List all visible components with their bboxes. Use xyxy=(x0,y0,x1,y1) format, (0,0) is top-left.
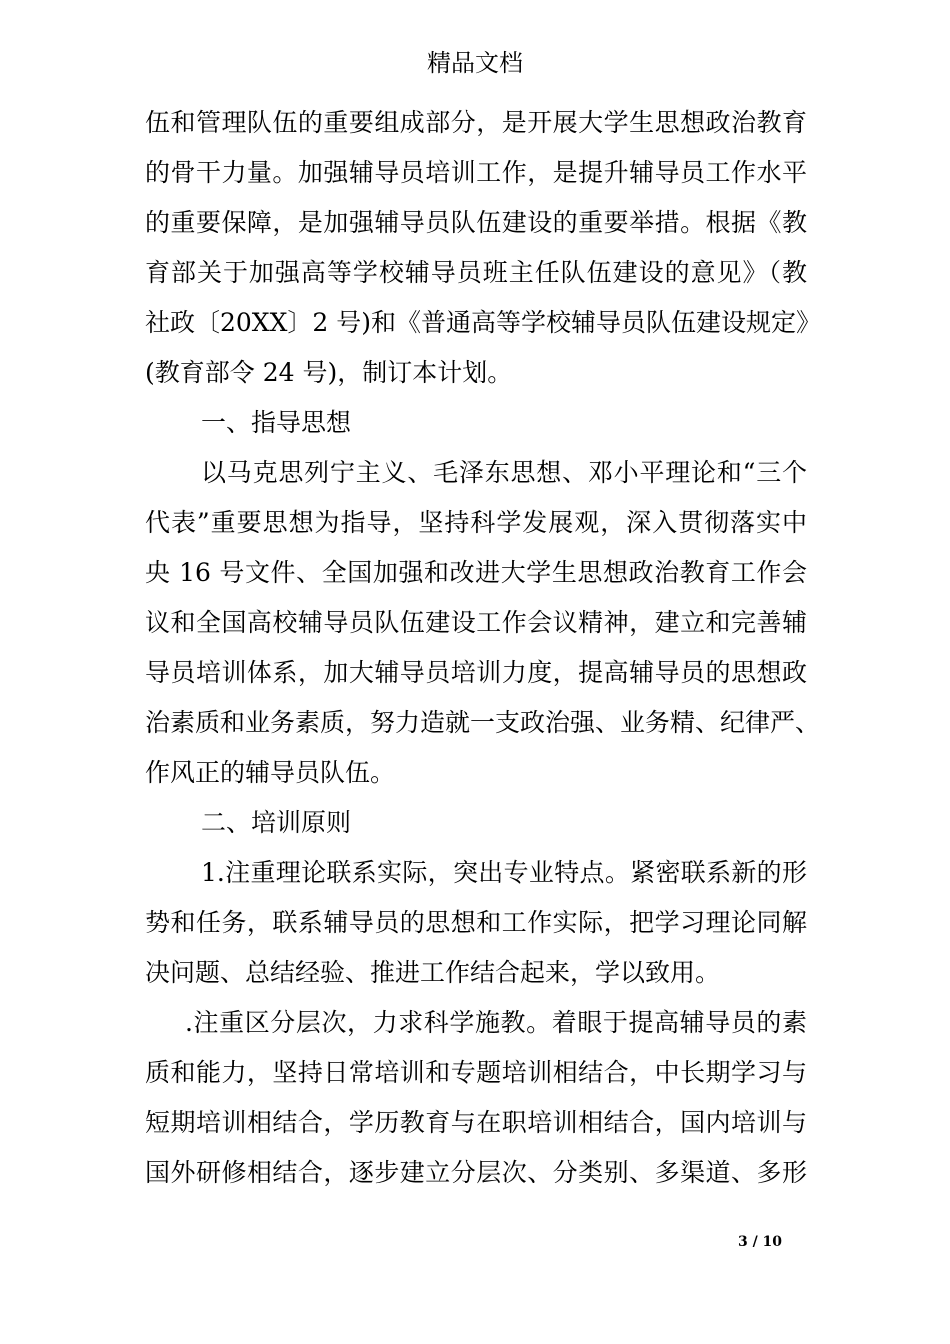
paragraph-line: 央 16 号文件、全国加强和改进大学生思想政治教育工作会 xyxy=(145,558,807,587)
paragraph-line: 国外研修相结合，逐步建立分层次、分类别、多渠道、多形 xyxy=(145,1158,807,1187)
paragraph-line: 决问题、总结经验、推进工作结合起来，学以致用。 xyxy=(145,958,721,987)
paragraph-line: 1.注重理论联系实际，突出专业特点。紧密联系新的形 xyxy=(201,858,807,887)
section-heading: 一、指导思想 xyxy=(201,408,352,437)
page-number: 3 / 10 xyxy=(737,1234,783,1250)
paragraph-line: (教育部令 24 号)，制订本计划。 xyxy=(145,358,513,387)
paragraph-line: .注重区分层次，力求科学施教。着眼于提高辅导员的素 xyxy=(185,1008,807,1037)
paragraph-line: 代表”重要思想为指导，坚持科学发展观，深入贯彻落实中 xyxy=(145,508,807,537)
paragraph-line: 势和任务，联系辅导员的思想和工作实际，把学习理论同解 xyxy=(145,908,807,937)
document-body xyxy=(145,98,822,1198)
paragraph-line: 作风正的辅导员队伍。 xyxy=(145,758,396,787)
paragraph-line: 导员培训体系，加大辅导员培训力度，提高辅导员的思想政 xyxy=(145,658,807,687)
paragraph-line: 的骨干力量。加强辅导员培训工作，是提升辅导员工作水平 xyxy=(145,158,807,187)
section-heading: 二、培训原则 xyxy=(201,808,352,837)
paragraph-line: 以马克思列宁主义、毛泽东思想、邓小平理论和“三个 xyxy=(201,458,807,487)
paragraph-line: 育部关于加强高等学校辅导员班主任队伍建设的意见》（教 xyxy=(145,258,807,287)
paragraph-line: 治素质和业务素质，努力造就一支政治强、业务精、纪律严、 xyxy=(145,708,821,737)
paragraph-line: 的重要保障，是加强辅导员队伍建设的重要举措。根据《教 xyxy=(145,208,807,237)
paragraph-line: 社政〔20XX〕2 号)和《普通高等学校辅导员队伍建设规定》 xyxy=(145,308,822,337)
paragraph-line: 质和能力，坚持日常培训和专题培训相结合，中长期学习与 xyxy=(145,1058,807,1087)
paragraph-line: 议和全国高校辅导员队伍建设工作会议精神，建立和完善辅 xyxy=(145,608,807,637)
paragraph-line: 短期培训相结合，学历教育与在职培训相结合，国内培训与 xyxy=(145,1108,807,1137)
page-header: 精品文档 xyxy=(427,49,523,77)
paragraph-line: 伍和管理队伍的重要组成部分，是开展大学生思想政治教育 xyxy=(145,108,807,137)
